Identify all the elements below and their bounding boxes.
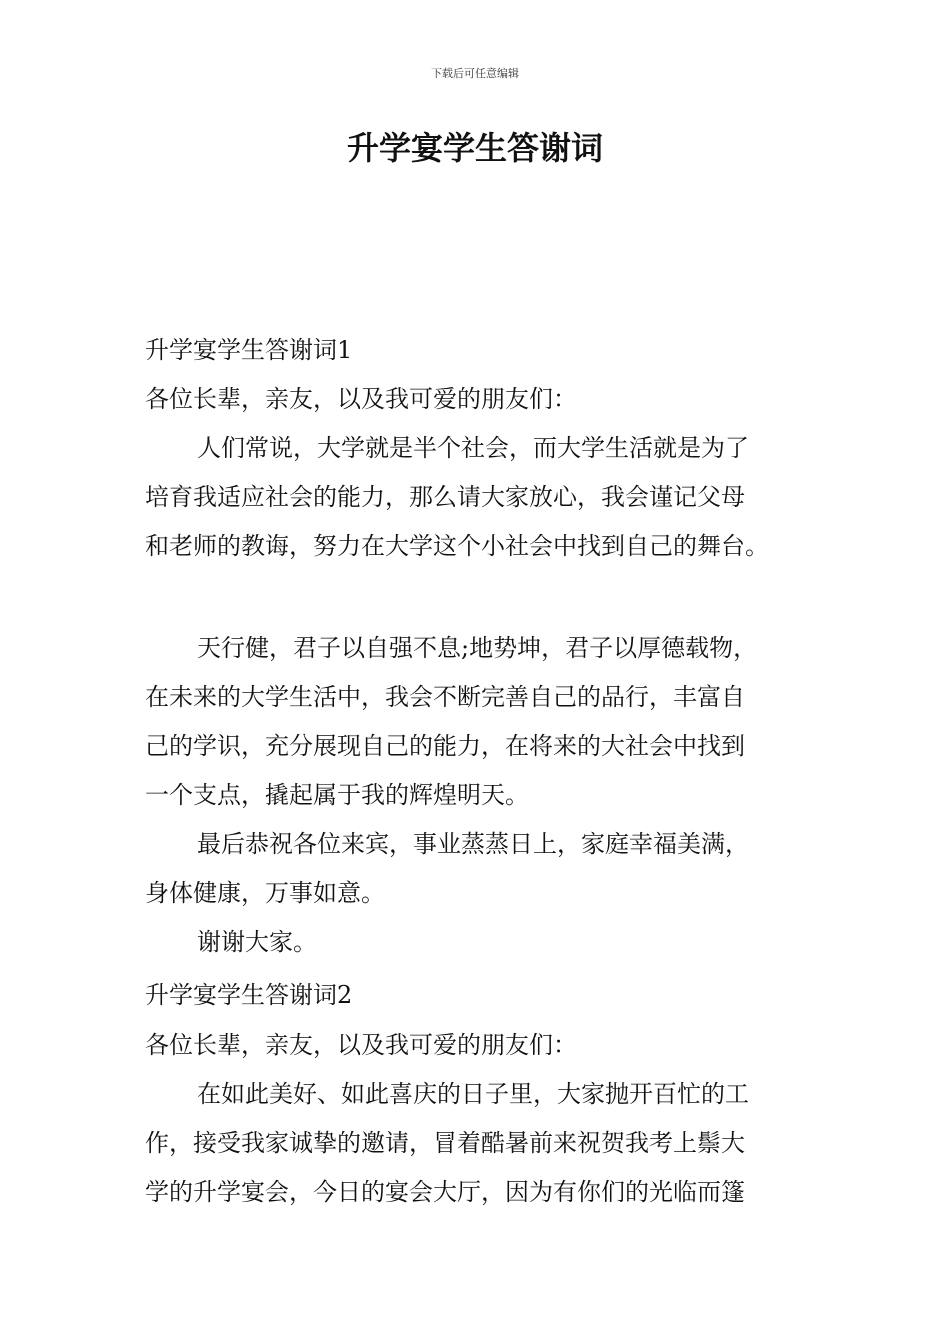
- paragraph-line: 在未来的大学生活中，我会不断完善自己的品行，丰富自: [145, 683, 745, 711]
- paragraph-line: 人们常说，大学就是半个社会，而大学生活就是为了: [197, 434, 749, 462]
- document-title: 升学宴学生答谢词: [346, 129, 603, 167]
- paragraph-line: 学的升学宴会，今日的宴会大厅，因为有你们的光临而篷: [145, 1178, 745, 1206]
- paragraph-line: 天行健，君子以自强不息;地势坤，君子以厚德载物，: [197, 634, 758, 662]
- paragraph-line: 身体健康，万事如意。: [145, 879, 385, 907]
- paragraph-line: 培育我适应社会的能力，那么请大家放心，我会谨记父母: [145, 483, 745, 511]
- paragraph-line: 作，接受我家诚挚的邀请，冒着酷暑前来祝贺我考上鬃大: [145, 1129, 745, 1157]
- section-heading-2: 升学宴学生答谢词2: [145, 981, 353, 1009]
- paragraph-line: 在如此美好、如此喜庆的日子里，大家抛开百忙的工: [197, 1080, 749, 1108]
- paragraph-line: 一个支点，撬起属于我的辉煌明天。: [145, 781, 529, 809]
- paragraph-line: 最后恭祝各位来宾，事业蒸蒸日上，家庭幸福美满，: [197, 830, 749, 858]
- paragraph-line: 己的学识，充分展现自己的能力，在将来的大社会中找到: [145, 732, 745, 760]
- closing-line: 谢谢大家。: [197, 928, 317, 956]
- paragraph-line: 和老师的教诲，努力在大学这个小社会中找到自己的舞台。: [145, 532, 769, 560]
- greeting-1: 各位长辈，亲友，以及我可爱的朋友们：: [145, 385, 577, 413]
- section-heading-1: 升学宴学生答谢词1: [145, 336, 353, 364]
- header-note: 下载后可任意编辑: [431, 67, 519, 80]
- greeting-2: 各位长辈，亲友，以及我可爱的朋友们：: [145, 1031, 577, 1059]
